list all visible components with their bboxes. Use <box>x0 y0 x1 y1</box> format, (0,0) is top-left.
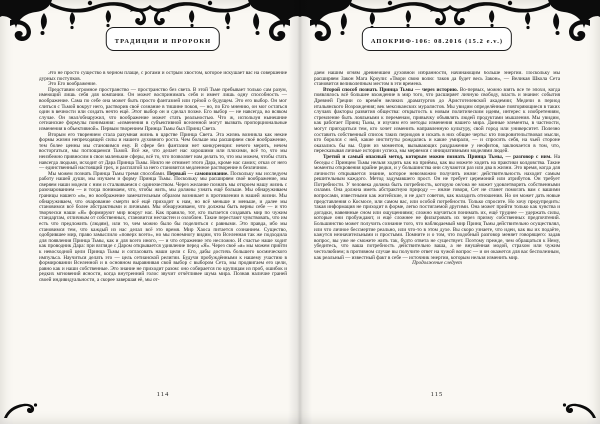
paragraph: Третий и самый опасный метод, которым можно познать Принца Тьмы, — разговор с ним. На беседы с Принцем Тьмы нельзя ходить как на приёмы, как вы можете ходить на практики колдовства. Такие моменты откровения крайне редки, и у большинства они случаются раз или два в жизни. Это время, когда для личности открывается знание, которое невозможно получить иначе: действительность находит самым решительным каждого. Метод задумавшего прост. Он не требует церемоний или атрибутов. Он требует Потребности. У человека должна быть потребность, которую он/она не может удовлетворить собственными силами. Она должна иметь абстрактную природу — иначе говоря, Сет не станет помогать вам с вашими вопросами, известными как житейские, и не даст советов, как наладить отношения. Но он может дать новые представления о Космосе, или самом вас, или особой потребности. Только спросите. Но хочу предупредить: такая информация не приходит в форме, легко постигаемой другими. Она может прийти только как чувства и догадки, навеянные сном или ощущениями; сложно научиться понимать их, ещё труднее — удержать силы, которые они пробуждают, и ещё сложнее не фильтровать их через призму собственных предпочтений. Большинство может получить сознание того, что наблюдаемый мир Принц Тьмы действительно осуществлял, или что личное бессмертие реально, или что-то в этом духе. Вы скоро узнаете, что идеи, как вы их подаёте, кажутся незначительными и простыми. Помните и о том, что подобный разговор меняет говорящего: задав вопрос, вы уже не сможете жить так, будто ответа не существует. Поэтому прежде, чем обращаться к Нему, убедитесь, что ваша потребность действительно ваша, а не внушённая модой, страхом или чужим честолюбием; в противном случае вы получите ответ на чужой вопрос — и он окажется для вас бесполезным, как реальный — известный факт в себе — источник энергии, которым нельзя изменить мир. <box>314 153 560 261</box>
page-gutter <box>288 0 312 424</box>
paragraph: Второй способ познать Принца Тьмы — через историю. Во-первых, можно взять все те эпохи, когда появлялось всё большее вхождение в мир того, что расширяет личную свободу, власть и знание: события Древней Греции со времён великих драматургов до Аристотелевской академии; Медичи в период итальянского Возрождения; век мексиканских муралистов. Мы увидим определённые повторяющиеся в таких случаях факторы развития общества: открытость к новым политическим идеям, интерес к изобретениям, стремление быть лояльными к переменам, привычку объявлять людей продуктами мышления. Мы увидим, как работает Принц Тьмы, и изучим его методы изменения нашего мира. Данные элементы, в частности, могут пригодиться тем, кто хочет изменить направленную культуру, свой город или университет. Полезно составить собственный список таких периодов и искать в них общие черты: кто покровительствовал мысли, кто боролся с ней, какие институты рождались и какие умирали, — и спросить себя, на чьей стороне оказались бы вы. Один из моментов, вызывающих раздражение у неофитов, заключается в том, что, пересказывая личные истории успеха, мы меряемся с инициативными моделями людей. <box>314 86 560 155</box>
right-page-text <box>314 71 560 389</box>
corner-flourish-icon <box>4 402 38 418</box>
paragraph: Это Его воображение. <box>48 81 97 88</box>
page-number: 115 <box>430 391 444 398</box>
journal-header-label: АПОКРИФ-106: 08.2016 (15.2 e.v.) <box>370 38 504 45</box>
paragraph: Представим огромное пространство — пространство без света. В этой Тьме пребывает только сам разум, имеющий лишь себя для компании. Он может воспринимать себя и имеет лишь одну способность — воображение. Сама по себе она может быть просто фантазией или грёзой о будущем. Это его выбор. Он мог слиться с Тьмой вокруг него, растворив своё сознание в тишине покоя, — но, по Его мнению, он мог остаться один в вечности или создать нечто ещё. Этот выбор он и сделал позже. Его выбор — не навсегда, во всяком случае. Он знал/обнаружил, что воображение может стать реальностью. Что ж, используя нынешние сетианские формулы понимания: «изменения в субъективной вселенной могут вызвать пропорциональные изменения в объективной». Первым творением Принца Тьмы был Принц Света. <box>39 86 287 132</box>
corner-flourish-icon <box>562 402 596 418</box>
paragraph: Мы можем познать Принца Тьмы тремя способами. Первый — самопознание. Поскольку мы исследуем работу нашей души, мы изучаем и форму Принца Тьмы. Поскольку мы расширяем своё воображение, мы сверяем наши модели с ним и сталкиваемся с одиночеством. Через желание познать мы откроем нашу жизнь с разочарованием — и тогда понимаем, что, чтобы жить, мы должны узнать ещё больше. Мы обнаруживаем границы нашего «я», но воображение замечательным образом возникает в противлении в нашей жизни. Мы обнаруживаем, что очарование смерти всё ещё приходит к нам, но всё меньше и меньше, и далее мы становимся всё более абстрактными и личными. Мы обнаруживаем, что должны быть верны себе — и что творчески наши «Я» формируют мир вокруг нас. Как правило, тот, кто пытается создавать мир по чужим стандартам, отличным от собственных, становится несчастен и озлоблен. Такие перестают чувствовать, что им есть что предложить (людям), или то, чем можно было бы поделиться с равными. Это правда, ибо мы становимся тем, что каждый из нас делал всё это время. Мир Хаоса питается сознанием. Существо, одобрившее мир, право замыслило «поверх всего», но мы понемногу видим, что Вселенная так же подходила для появления Принца Тьмы, как и для всего иного, — и что отражение это несложно. И счастье наше ходит как проводник Дара: при взгляде с Даром открывается удивление перед «Я». Через своё «я» мы можем прийти к невосходной цели Принца Тьмы и согласовать наши цели с Его, дабы достичь большего космического импульса. Научиться делать это — цель сетианской религии. Будучи пробуждёнными к нашему участию в формировании Вселенной и в основном выравнивая свой выбор с выбором Сета, мы продвигаем его цели, равно как и наши собственные. Это знание не приходит разом: оно собирается по крупицам из проб, ошибок и редких мгновений ясности, когда внутренний голос звучит отчётливее шума мира. Познав наличие граней своей индивидуальности, а скорее завершая её, мы от- <box>39 170 287 283</box>
paragraph: даём нашим огням древнейшей духовной избранности, начинающим больше энергии. Поскольку мы расширяем Закон Мага Кроули: «Твори свою волю: таков да будет весь Закон», — Великая Школа Сета становится великолепным местом в эти времена. <box>314 71 560 88</box>
journal-header-badge <box>362 27 512 51</box>
paragraph: Продолжение следует <box>412 260 462 267</box>
paragraph: Это не просто существо в чёрном плаще, с рогами и острым хвостом, которое искушает вас на совершение дурных поступков. <box>39 71 287 82</box>
left-page-text <box>39 71 287 389</box>
section-header-badge <box>106 27 220 51</box>
section-header-label: ТРАДИЦИИ И ПРОРОКИ <box>114 38 212 45</box>
page-number: 114 <box>156 391 170 398</box>
paragraph: Вторым его творением стала разумная жизнь в царстве Принца Света. Эта жизнь возникла как некие формы жизни непреходящей силы и нашего духовного роста. Чем больше мы расширяем своё воображение, тем более ценны мы становимся ему. В сфере без фантазии нет конкуренции: нечего мерить, нечем восторгаться, мы поглощаемся Тьмой. Всё же, что делает нас хорошими или плохими, всё то, что мы неизбежно привносим в свои маленькие сферы, всё то, что позволяет нам делать то, что мы можем, чтобы стать навсегда людьми, исходит от Дара Принца Тьмы. Никто не отнимет этого Дара, кроме нас самих; отказ от него — единственный настоящий грех, и расплатой за него становится медленное растворение в безличном. <box>39 131 287 172</box>
